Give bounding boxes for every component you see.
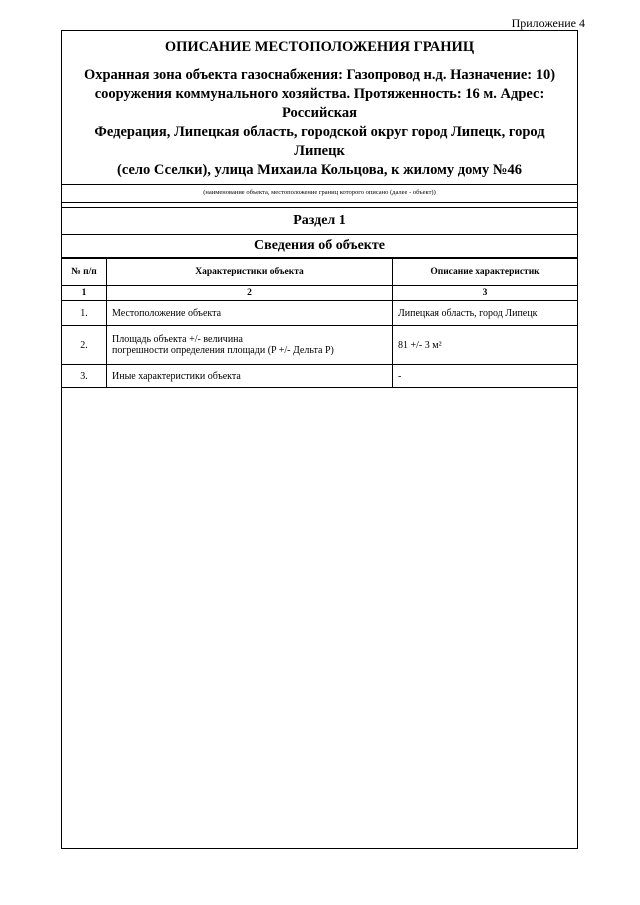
row-description-cell: Липецкая область, город Липецк <box>393 301 578 326</box>
object-description-line: Федерация, Липецкая область, городской округ город Липецк, город Липецк <box>94 124 545 159</box>
object-description-line: (село Сселки), улица Михаила Кольцова, к жилому дому №46 <box>117 162 522 178</box>
object-description <box>62 66 577 180</box>
row-characteristic-cell <box>107 301 393 326</box>
object-info-table <box>62 258 577 388</box>
table-row <box>62 365 577 388</box>
row-description-cell: - <box>393 365 578 388</box>
header-cell-number: № п/п <box>62 259 107 286</box>
row-number-cell: 1. <box>62 301 107 326</box>
document-frame <box>61 30 578 849</box>
section-number: Раздел 1 <box>62 207 577 235</box>
characteristic-text: Площадь объекта +/- величина <box>112 334 243 345</box>
object-description-line: сооружения коммунального хозяйства. Протяженность: 16 м. Адрес: Российская <box>94 86 545 121</box>
row-number-cell: 3. <box>62 365 107 388</box>
row-characteristic-cell <box>107 365 393 388</box>
object-caption: (наименование объекта, местоположение границ которого описано (далее - объект)) <box>62 184 577 203</box>
row-number-cell: 2. <box>62 326 107 365</box>
table-row <box>62 326 577 365</box>
row-characteristic-cell <box>107 326 393 365</box>
row-description-cell: 81 +/- 3 м² <box>393 326 578 365</box>
table-row <box>62 301 577 326</box>
header-cell-characteristics: Характеристики объекта <box>107 259 393 286</box>
header-cell-description: Описание характеристик <box>393 259 578 286</box>
column-number-cell: 1 <box>62 286 107 301</box>
document-title: ОПИСАНИЕ МЕСТОПОЛОЖЕНИЯ ГРАНИЦ <box>164 39 475 55</box>
appendix-label: Приложение 4 <box>511 16 585 30</box>
column-number-cell: 2 <box>107 286 393 301</box>
characteristic-text: Иные характеристики объекта <box>112 370 241 382</box>
section-title: Сведения об объекте <box>62 235 577 258</box>
table-header-row <box>62 259 577 286</box>
characteristic-text: Местоположение объекта <box>112 307 222 319</box>
column-number-cell: 3 <box>393 286 578 301</box>
table-column-numbers-row <box>62 286 577 301</box>
characteristic-text: погрешности определения площади (P +/- Дельта P) <box>112 345 334 356</box>
object-description-line: Охранная зона объекта газоснабжения: Газопровод н.д. Назначение: 10) <box>83 67 556 83</box>
